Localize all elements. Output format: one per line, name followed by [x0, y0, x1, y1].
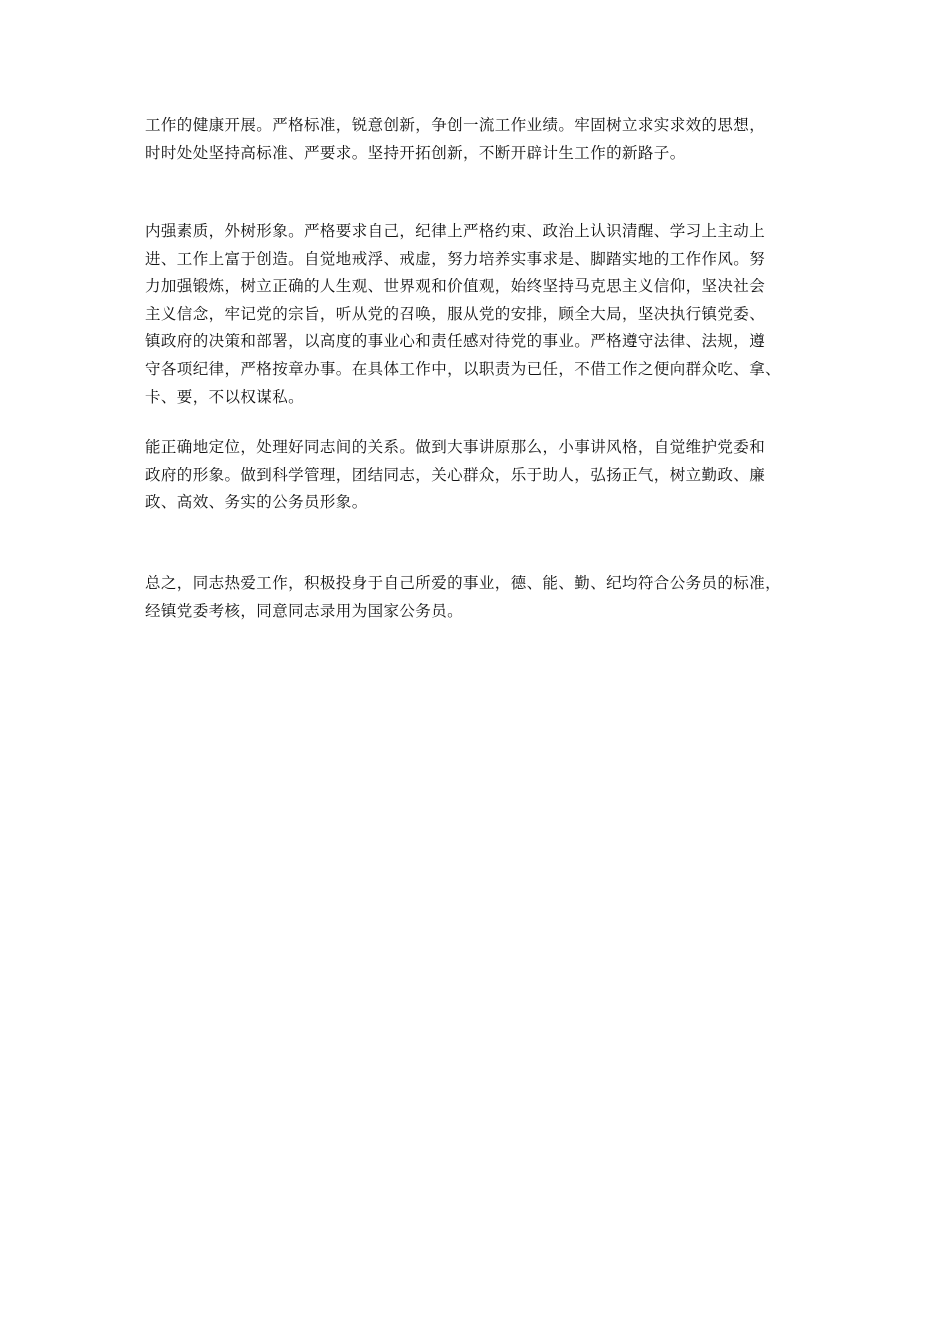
paragraph-line: 总之，同志热爱工作，积极投身于自己所爱的事业，德、能、勤、纪均符合公务员的标准， — [145, 574, 782, 592]
paragraph-line: 政、高效、务实的公务员形象。 — [145, 493, 368, 512]
paragraph-line: 守各项纪律，严格按章办事。在具体工作中，以职责为已任，不借工作之便向群众吃、拿、 — [145, 359, 782, 378]
paragraph-line: 时时处处坚持高标准、严要求。坚持开拓创新，不断开辟计生工作的新路子。 — [145, 143, 686, 162]
paragraph-4 — [145, 570, 825, 625]
paragraph-line: 能正确地定位，处理好同志间的关系。做到大事讲原那么，小事讲风格，自觉维护党委和 — [145, 438, 766, 456]
paragraph-line: 进、工作上富于创造。自觉地戒浮、戒虚，努力培养实事求是、脚踏实地的工作作风。努 — [145, 249, 766, 268]
paragraph-3 — [145, 434, 825, 517]
paragraph-line: 镇政府的决策和部署，以高度的事业心和责任感对待党的事业。严格遵守法律、法规，遵 — [145, 332, 766, 351]
paragraph-line: 内强素质，外树形象。严格要求自己，纪律上严格约束、政治上认识清醒、学习上主动上 — [145, 222, 766, 240]
paragraph-line: 卡、要，不以权谋私。 — [145, 387, 305, 406]
paragraph-1 — [145, 112, 825, 167]
paragraph-2 — [145, 218, 825, 411]
paragraph-line: 政府的形象。做到科学管理，团结同志，关心群众，乐于助人，弘扬正气，树立勤政、廉 — [145, 465, 766, 484]
paragraph-line: 主义信念，牢记党的宗旨，听从党的召唤，服从党的安排，顾全大局，坚决执行镇党委、 — [145, 304, 766, 323]
paragraph-line: 经镇党委考核，同意同志录用为国家公务员。 — [145, 601, 464, 620]
paragraph-line: 工作的健康开展。严格标准，锐意创新，争创一流工作业绩。牢固树立求实求效的思想， — [145, 116, 766, 134]
paragraph-line: 力加强锻炼，树立正确的人生观、世界观和价值观，始终坚持马克思主义信仰，坚决社会 — [145, 277, 766, 296]
